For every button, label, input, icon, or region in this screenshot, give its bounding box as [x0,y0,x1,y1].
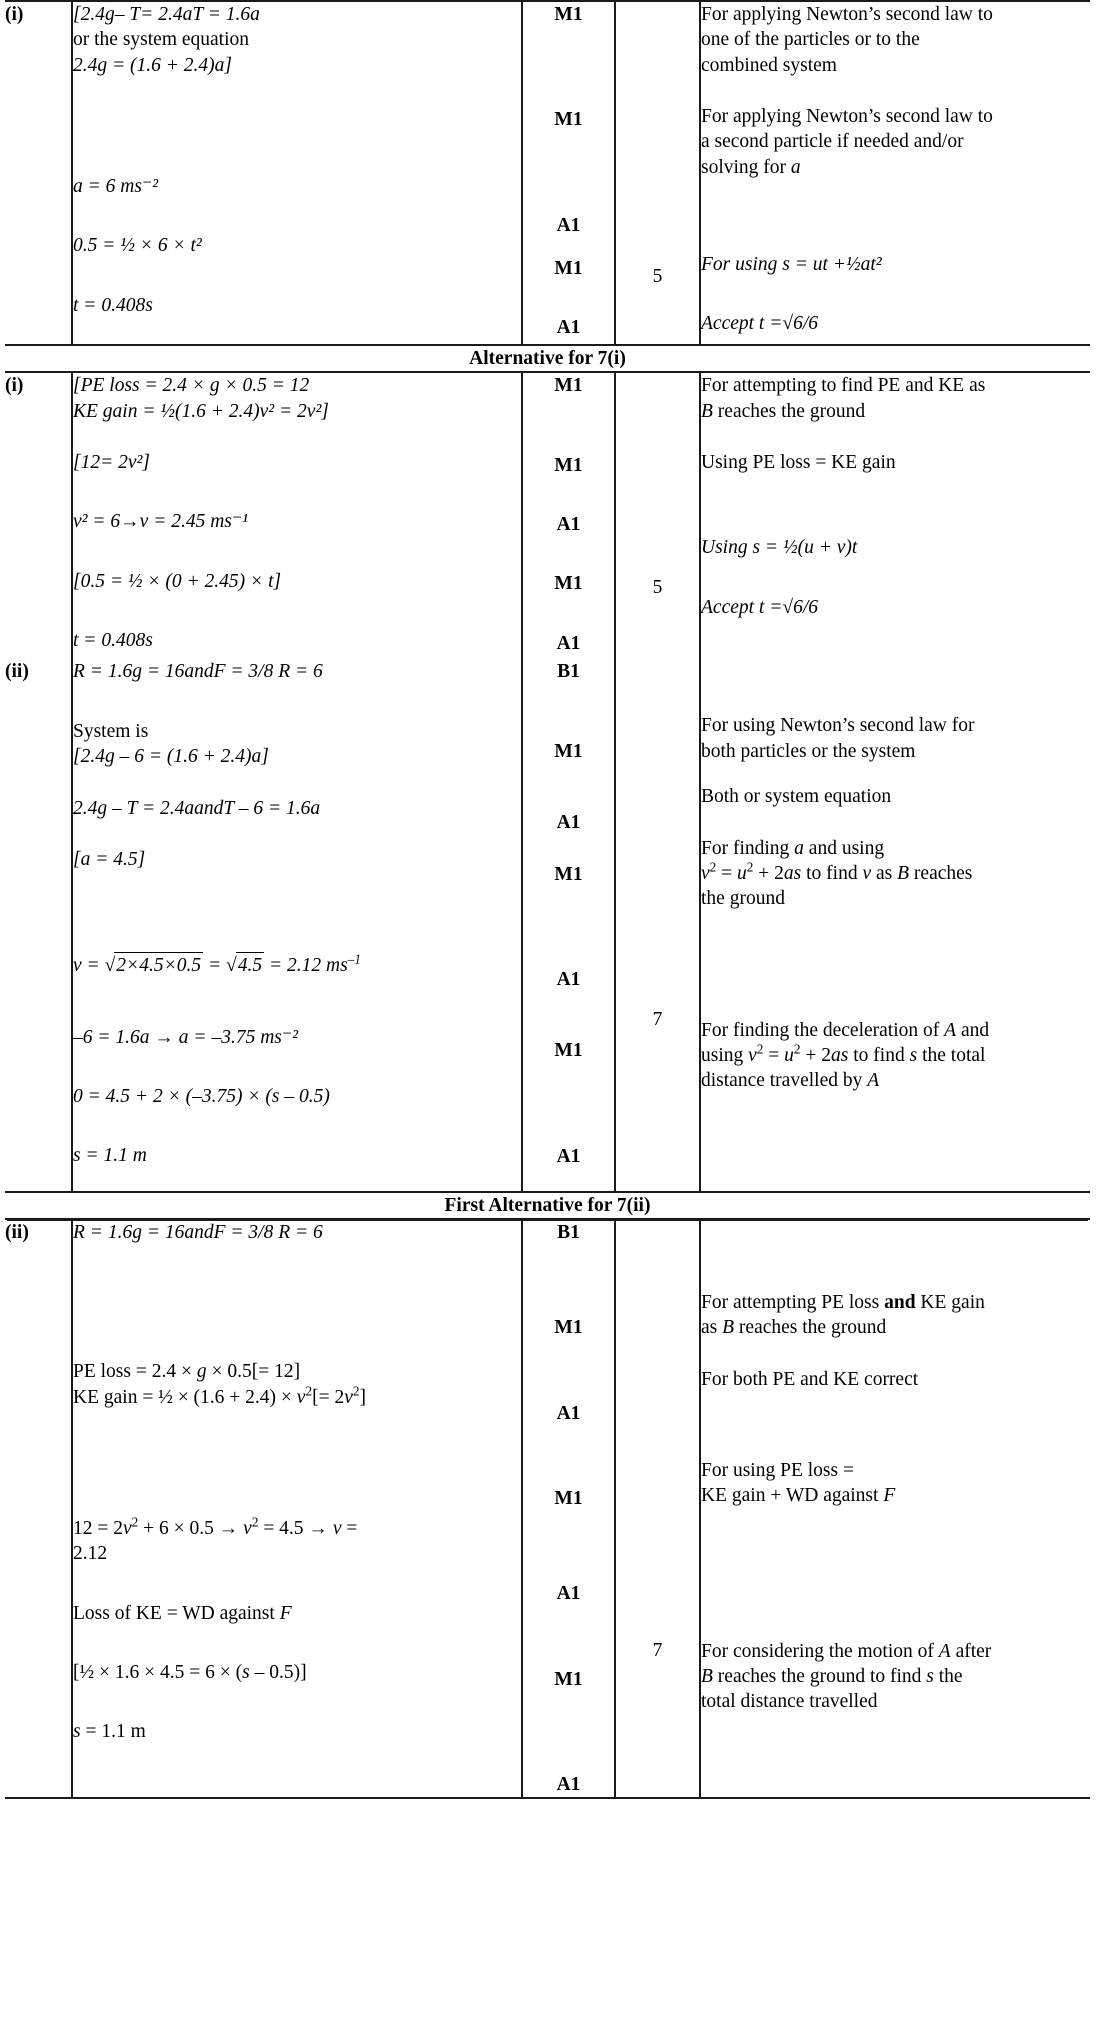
working-line: PE loss = 2.4 × g × 0.5[= 12] [73,1361,301,1383]
comment-line: For finding a and using [701,837,885,859]
working-line: [a = 4.5] [73,848,146,870]
part-label-text: (i) [5,375,24,397]
comment-line: combined system [701,54,837,76]
mark-code: A1 [556,812,581,834]
section-q7i-main [5,0,1090,344]
mark-code: M1 [554,863,583,885]
comment-line: using $v^2 = u^2 + 2as$ to find s the total [701,1041,986,1066]
spacer [523,537,614,571]
mark-code: M1 [554,109,583,131]
comment-line: B reaches the ground to find s the [701,1665,963,1687]
mark-code: A1 [556,1402,581,1424]
spacer [616,947,699,1007]
spacer [616,1604,699,1638]
comment-line: $v^2 = u^2 + 2as$ to find v as B reaches [701,859,973,884]
spacer [701,764,1090,784]
spacer [73,475,521,509]
spacer [701,1605,1090,1639]
working-line: or the system equation [73,29,250,51]
comment-line: For attempting to find PE and KE as [701,375,986,397]
spacer [73,685,521,719]
comment-line: For finding the deceleration of A and [701,1019,990,1041]
spacer [73,1341,521,1359]
working-line: 0.5 = ½ × 6 × t² [73,235,202,257]
comment-cell [700,373,1090,659]
spacer [73,1685,521,1719]
comment-line: For using s = ut +½at² [701,254,882,276]
working-line: R = 1.6g = 16andF = 3/8 R = 6 [73,1221,323,1243]
spacer [73,318,521,344]
spacer [616,659,699,755]
spacer [73,872,521,952]
spacer [73,535,521,569]
comment-line: For using PE loss = [701,1459,854,1481]
comment-line: For attempting PE loss and KE gain [701,1291,985,1313]
spacer [701,234,1090,252]
spacer [616,98,699,194]
working-line: 2.4g = (1.6 + 2.4)a] [73,54,233,76]
spacer [701,659,1090,713]
alt-heading-text: Alternative for 7(i) [469,348,626,370]
part-label-text: (ii) [5,661,29,683]
spacer [523,1341,614,1401]
spacer [73,1169,521,1191]
alt-heading-row [5,345,1090,372]
spacer [73,1245,521,1341]
mark-code: A1 [556,1583,581,1605]
spacer [701,1392,1090,1452]
total-cell [615,1,700,344]
spacer [701,1341,1090,1367]
working-line: t = 0.408s [73,294,153,316]
working-line: [0.5 = ½ × (0 + 2.45) × t] [73,570,282,592]
working-line: [2.4g– T= 2.4aT = 1.6a [73,4,260,25]
mark-code: A1 [556,214,581,236]
working-line: a = 6 ms⁻² [73,176,159,198]
part-label-text: (ii) [5,1221,29,1243]
working-line: $12 = 2v^2 + 6 \times 0.5 \to v^2 = 4.5 \to v$ = [73,1514,358,1539]
working-line: Loss of KE = WD against F [73,1602,292,1624]
spacer [73,821,521,847]
working-cell [72,1220,522,1798]
spacer [523,1245,614,1315]
mark-cell [522,1220,615,1798]
comment-line: Accept t =√6/6 [701,596,818,618]
working-cell [72,659,522,1190]
spacer [73,78,521,174]
spacer [73,424,521,450]
comment-line: Both or system equation [701,786,892,808]
mark-code: A1 [556,632,581,654]
spacer [523,238,614,256]
comment-line: For applying Newton’s second law to [701,4,993,25]
total-cell [615,659,700,1190]
spacer [523,281,614,315]
spacer [73,1506,521,1516]
working-line: –6 = 1.6a → a = –3.75 ms⁻² [73,1026,299,1048]
spacer [616,1412,699,1508]
working-line: s = 1.1 m [73,1145,147,1167]
comment-line: one of the particles or to the [701,29,920,51]
total-cell [615,1220,700,1798]
working-line: v² = 6→v = 2.45 ms⁻¹ [73,511,249,533]
working-line: t = 0.408s [73,630,153,652]
spacer [701,180,1090,234]
comment-line: a second particle if needed and/or [701,131,964,153]
total-marks: 5 [652,577,663,599]
comment-line: B reaches the ground [701,400,866,422]
working-cell [72,1,522,344]
mark-code: M1 [554,375,583,397]
comment-line: total distance travelled [701,1691,878,1713]
mark-cell [522,1,615,344]
mark-code: M1 [554,4,583,25]
spacer [616,565,699,575]
table-row [5,1220,1090,1798]
spacer [523,133,614,213]
comment-cell [700,659,1090,1190]
spacer [616,755,699,851]
mark-code: B1 [557,1221,580,1243]
spacer [73,1050,521,1084]
spacer [701,78,1090,104]
mark-code: M1 [554,573,583,595]
working-line: [½ × 1.6 × 4.5 = 6 × (s – 0.5)] [73,1661,307,1683]
mark-code: A1 [556,968,581,990]
section-alt-7i [5,373,1090,1190]
alt-heading-text: First Alternative for 7(ii) [444,1194,651,1216]
table-row [5,373,1090,659]
mark-code: M1 [554,1487,583,1509]
working-line: KE gain = ½ × $(1.6 + 2.4) \times v^2[= 2v^2]$ [73,1383,366,1408]
alt-heading-block-1 [5,344,1090,373]
comment-line: solving for a [701,156,801,178]
spacer [73,1109,521,1143]
spacer [523,1426,614,1486]
mark-code: M1 [554,454,583,476]
spacer [616,469,699,565]
part-label-text: (i) [5,4,24,25]
working-line: [2.4g – 6 = (1.6 + 2.4)a] [73,746,269,768]
spacer [616,373,699,469]
spacer [523,992,614,1038]
spacer [523,478,614,512]
comment-line: For using Newton’s second law for [701,715,975,737]
spacer [73,594,521,628]
working-line: KE gain = ½(1.6 + 2.4)v² = 2v²] [73,400,329,422]
spacer [701,1220,1090,1290]
total-marks: 7 [652,1639,663,1661]
working-line: s = 1.1 m [73,1721,146,1743]
working-line: [12= 2v²] [73,452,150,474]
spacer [701,561,1090,595]
working-line: System is [73,720,149,742]
spacer [73,770,521,796]
spacer [523,597,614,631]
working-line-sqrt: v = √2×4.5×0.5 = √4.5 = 2.12 $ms^{-1}$ [73,952,521,978]
comment-line: For considering the motion of A after [701,1640,992,1662]
working-line: [PE loss = 2.4 × g × 0.5 = 12 [73,375,310,397]
spacer [701,810,1090,836]
spacer [73,199,521,233]
working-line: R = 1.6g = 16andF = 3/8 R = 6 [73,661,323,683]
part-label [5,1220,72,1798]
mark-code: A1 [556,1145,581,1167]
spacer [523,1511,614,1581]
mark-code: B1 [557,661,580,683]
spacer [616,1220,699,1316]
mark-cell [522,373,615,659]
spacer [73,259,521,293]
comment-line: both particles or the system [701,740,916,762]
spacer [523,836,614,862]
part-label [5,1,72,344]
table-row [5,1,1090,344]
table-row [5,659,1090,1190]
alt-heading-block-2 [5,1191,1090,1220]
total-marks: 7 [652,1009,663,1031]
mark-code: M1 [554,1040,583,1062]
spacer [616,1508,699,1604]
spacer [523,685,614,739]
comment-line: Using s = ½(u + v)t [701,537,858,559]
spacer [701,475,1090,509]
mark-code: M1 [554,1317,583,1339]
mark-code: M1 [554,740,583,762]
comment-line: Using PE loss = KE gain [701,452,896,474]
spacer [616,851,699,947]
spacer [523,764,614,810]
working-line: 0 = 4.5 + 2 × (–3.75) × (s – 0.5) [73,1085,330,1107]
spacer [701,509,1090,535]
working-cell [72,373,522,659]
spacer [701,1509,1090,1605]
comment-line: KE gain + WD against F [701,1485,896,1507]
mark-code: M1 [554,1668,583,1690]
part-label [5,373,72,659]
spacer [73,979,521,1025]
spacer [73,1567,521,1601]
spacer [701,912,1090,1008]
comment-cell [700,1220,1090,1798]
spacer [73,1410,521,1506]
spacer [523,1692,614,1772]
alt-heading-row [5,1192,1090,1219]
spacer [523,1607,614,1667]
working-line: 2.12 [73,1543,108,1565]
comment-cell [700,1,1090,344]
mark-cell [522,659,615,1190]
spacer [523,1064,614,1144]
comment-line: Accept t =√6/6 [701,313,818,335]
spacer [73,1745,521,1767]
mark-code: M1 [554,258,583,280]
comment-line: For both PE and KE correct [701,1368,919,1390]
mark-code: A1 [556,514,581,536]
total-cell [615,373,700,659]
section-first-alt-7ii [5,1220,1090,1799]
spacer [73,1626,521,1660]
spacer [523,27,614,107]
mark-code: A1 [556,1773,581,1795]
spacer [701,424,1090,450]
comment-line: as B reaches the ground [701,1317,887,1339]
spacer [523,887,614,967]
spacer [616,1316,699,1412]
working-line: 2.4g – T = 2.4aandT – 6 = 1.6a [73,797,321,819]
spacer [616,2,699,98]
spacer [616,194,699,264]
spacer [523,399,614,453]
spacer [701,1008,1090,1018]
total-marks: 5 [652,266,663,287]
mark-code: A1 [556,317,581,339]
comment-line: distance travelled by A [701,1070,880,1092]
part-label [5,659,72,1190]
comment-line: For applying Newton’s second law to [701,106,993,128]
comment-line: the ground [701,888,785,910]
spacer [701,277,1090,311]
